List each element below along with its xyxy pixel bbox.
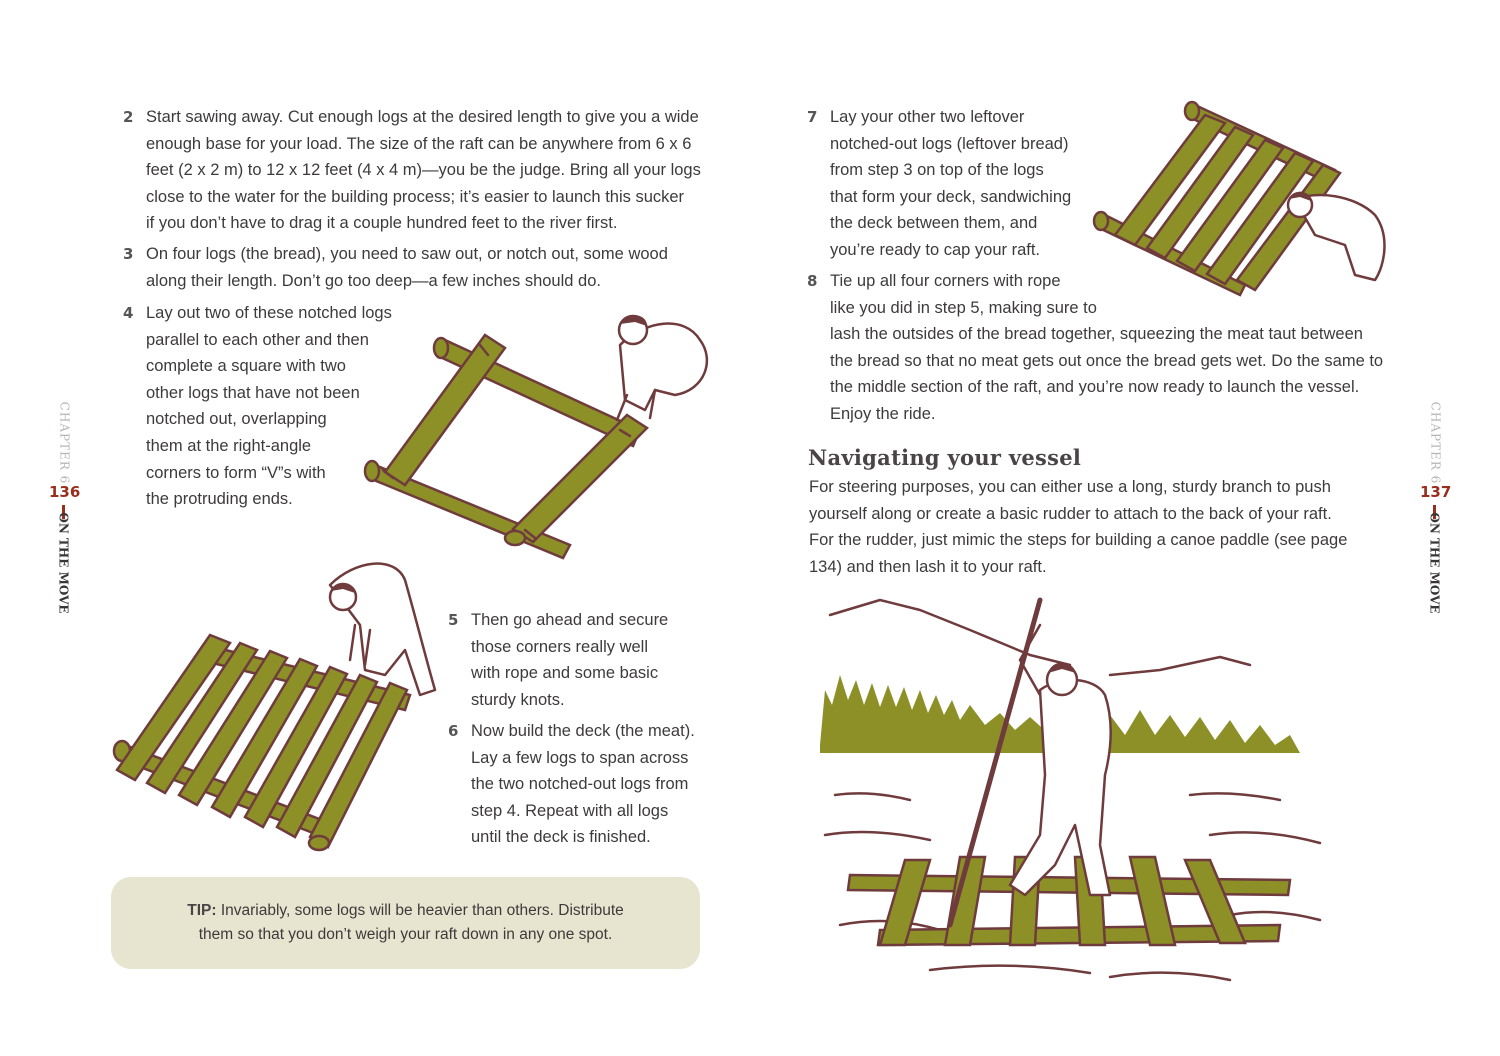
step-7 bbox=[807, 104, 1090, 264]
frame-logs bbox=[365, 335, 647, 558]
step-number: 2 bbox=[123, 108, 134, 126]
step-line: step 4. Repeat with all logs bbox=[471, 801, 669, 820]
step-3 bbox=[123, 241, 706, 294]
step-number: 8 bbox=[807, 272, 818, 290]
step-line: them at the right-angle bbox=[146, 436, 312, 455]
capped-raft-illustration bbox=[1085, 95, 1395, 295]
step-2 bbox=[123, 104, 706, 237]
step-line: Then go ahead and secure bbox=[471, 611, 669, 629]
section-paragraph bbox=[809, 474, 1389, 580]
step-line: close to the water for the building process; it’s easier to launch this sucker bbox=[146, 187, 685, 206]
step-line: Enjoy the ride. bbox=[830, 404, 936, 423]
step-line: complete a square with two bbox=[146, 357, 346, 376]
tip-text-line-1: Invariably, some logs will be heavier than others. Distribute bbox=[220, 901, 624, 919]
step-number: 7 bbox=[807, 108, 818, 126]
step-line: the bread so that no meat gets out once the bread gets wet. Do the same to bbox=[830, 351, 1384, 370]
step-line: Lay out two of these notched logs bbox=[146, 304, 392, 322]
step-line: the two notched-out logs from bbox=[471, 775, 689, 794]
step-line: Now build the deck (the meat). bbox=[471, 722, 695, 740]
mountains bbox=[830, 600, 1250, 675]
step-line: the middle section of the raft, and you’re now ready to launch the vessel. bbox=[830, 378, 1360, 397]
tying-man-figure bbox=[1288, 192, 1384, 280]
step-line: lash the outsides of the bread together, squeezing the meat taut between bbox=[830, 325, 1363, 344]
deck-illustration bbox=[115, 555, 445, 855]
left-chapter-label: CHAPTER 6 bbox=[57, 401, 72, 485]
step-line: parallel to each other and then bbox=[146, 330, 369, 349]
kneeling-man-figure bbox=[617, 315, 707, 420]
step-6 bbox=[448, 718, 711, 851]
left-page-number: 136 bbox=[49, 483, 81, 501]
step-line: those corners really well bbox=[471, 637, 648, 656]
step-line: that form your deck, sandwiching bbox=[830, 187, 1072, 206]
paragraph-line: 134) and then lash it to your raft. bbox=[809, 557, 1047, 576]
step-line: sturdy knots. bbox=[471, 690, 565, 709]
step-5 bbox=[448, 607, 711, 713]
step-line: notched-out logs (leftover bread) bbox=[830, 134, 1069, 153]
tip-label: TIP: bbox=[187, 901, 217, 919]
step-number: 3 bbox=[123, 245, 134, 263]
step-line: Lay your other two leftover bbox=[830, 108, 1025, 126]
step-line: Lay a few logs to span across bbox=[471, 748, 689, 767]
step-line: you’re ready to cap your raft. bbox=[830, 240, 1041, 259]
step-line: notched out, overlapping bbox=[146, 410, 327, 429]
section-heading: Navigating your vessel bbox=[808, 445, 1082, 470]
step-line: with rope and some basic bbox=[471, 664, 659, 683]
square-frame-illustration bbox=[355, 300, 720, 558]
left-running-head: ON THE MOVE bbox=[57, 512, 71, 614]
step-line: the deck between them, and bbox=[830, 214, 1038, 233]
step-number: 6 bbox=[448, 722, 459, 740]
step-line: corners to form “V”s with bbox=[146, 463, 326, 482]
paragraph-line: yourself along or create a basic rudder to attach to the back of your raft. bbox=[809, 504, 1332, 523]
right-page-number: 137 bbox=[1420, 483, 1452, 501]
paragraph-line: For steering purposes, you can either use a long, sturdy branch to push bbox=[809, 478, 1331, 496]
step-number: 4 bbox=[123, 304, 134, 322]
step-number: 5 bbox=[448, 611, 459, 629]
step-line: the protruding ends. bbox=[146, 490, 293, 509]
paragraph-line: For the rudder, just mimic the steps for building a canoe paddle (see page bbox=[809, 531, 1348, 550]
step-line: if you don’t have to drag it a couple hundred feet to the river first. bbox=[146, 214, 618, 233]
tip-text-line-2: them so that you don’t weigh your raft down in any one spot. bbox=[198, 926, 613, 943]
right-running-head: ON THE MOVE bbox=[1428, 512, 1442, 614]
step-line: On four logs (the bread), you need to saw out, or notch out, some wood bbox=[146, 245, 668, 263]
tip-box bbox=[111, 877, 700, 969]
step-line: Tie up all four corners with rope bbox=[830, 272, 1061, 290]
step-line: Start sawing away. Cut enough logs at the desired length to give you a wide bbox=[146, 108, 699, 126]
step-line: from step 3 on top of the logs bbox=[830, 161, 1044, 180]
step-line: other logs that have not been bbox=[146, 383, 360, 402]
right-chapter-label: CHAPTER 6 bbox=[1428, 401, 1443, 485]
step-line: enough base for your load. The size of the raft can be anywhere from 6 x 6 bbox=[146, 134, 692, 153]
step-line: like you did in step 5, making sure to bbox=[830, 298, 1097, 317]
step-line: feet (2 x 2 m) to 12 x 12 feet (4 x 4 m)—you be the judge. Bring all your logs bbox=[146, 161, 701, 180]
step-line: along their length. Don’t go too deep—a few inches should do. bbox=[146, 271, 601, 290]
raft bbox=[848, 857, 1290, 945]
step-line: until the deck is finished. bbox=[471, 828, 651, 847]
navigating-raft-illustration bbox=[810, 595, 1335, 990]
